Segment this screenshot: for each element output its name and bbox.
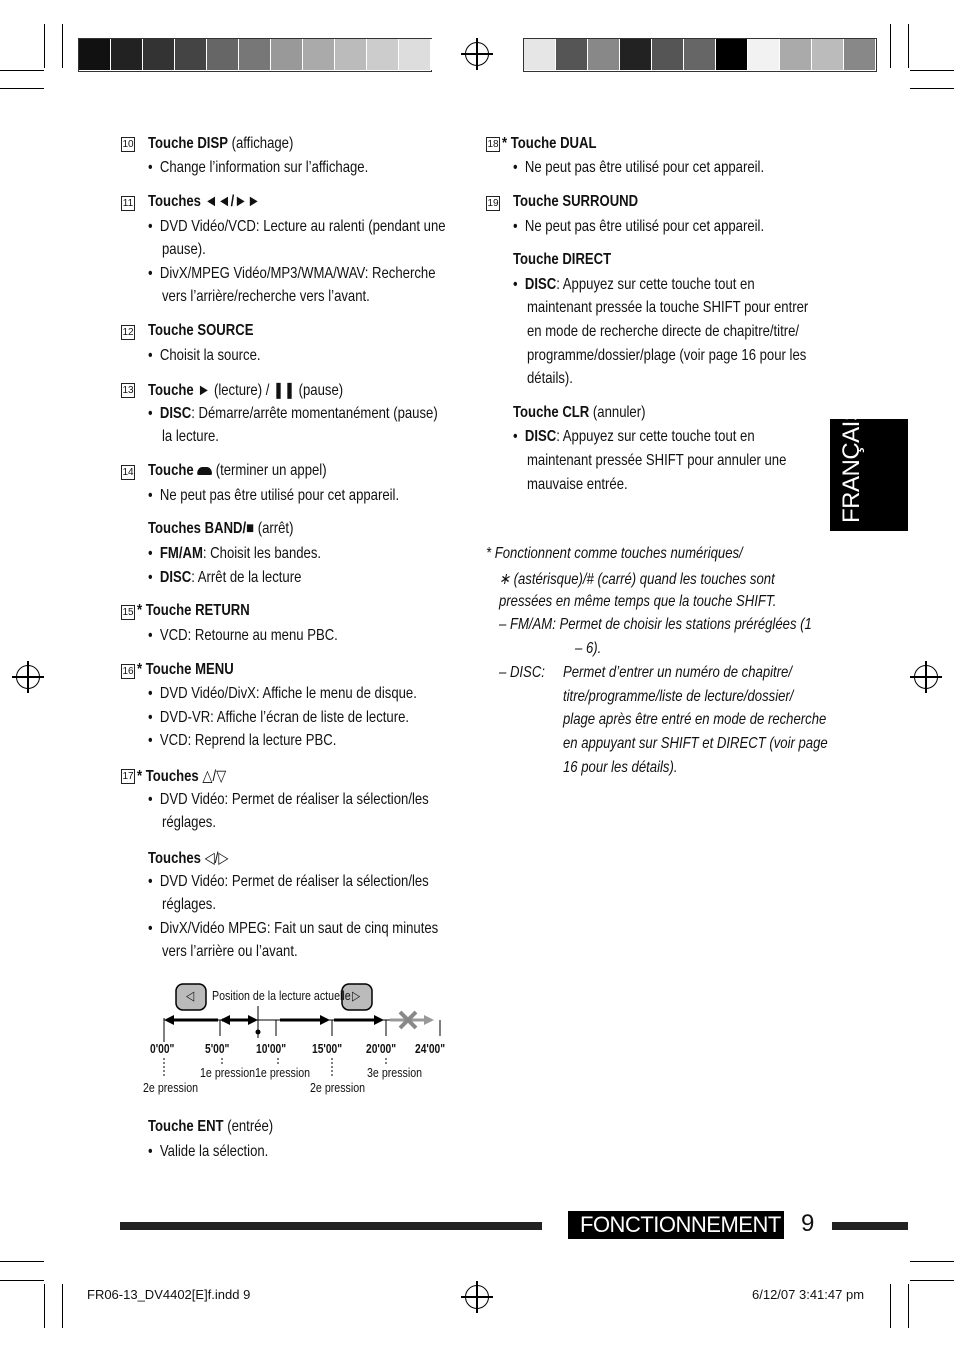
tick-label: 10'00" [256, 1042, 287, 1056]
footnote: – DISC: [499, 664, 545, 681]
footnote: 16 pour les détails). [563, 759, 678, 776]
bullet-text: réglages. [162, 814, 216, 831]
bullet-text: en mode de recherche directe de chapitre/titre/ [527, 323, 800, 340]
bullet-text: maintenant pressée la touche SHIFT pour entrer [527, 299, 809, 316]
crop-mark [910, 88, 954, 89]
bullet-text: • Choisit la source. [148, 347, 261, 364]
footnote: plage après être entré en mode de recherche [563, 711, 827, 728]
press-label: 1e pression [255, 1065, 311, 1080]
crop-mark [910, 1261, 954, 1262]
color-swatch [684, 39, 716, 70]
color-swatch [524, 39, 556, 70]
item-title: Touche ► (lecture) / ❚❚ (pause) [148, 382, 344, 399]
color-swatch [620, 39, 652, 70]
item-title: Touche DIRECT [513, 251, 612, 268]
bullet-text: • DVD Vidéo/VCD: Lecture au ralenti (pendant une [148, 218, 446, 235]
bullet-text: • Ne peut pas être utilisé pour cet appareil. [513, 218, 765, 235]
bullet-text: vers l’arrière/recherche vers l’avant. [162, 288, 370, 305]
bullet-text: vers l’arrière ou l’avant. [162, 943, 298, 960]
bullet-text: • DivX/Vidéo MPEG: Fait un saut de cinq minutes [148, 920, 439, 937]
crop-mark [44, 24, 45, 68]
item-number: 19 [487, 198, 499, 209]
color-swatch [367, 39, 399, 70]
item-number: 17 [122, 771, 134, 782]
footer-rule-left [120, 1222, 542, 1230]
press-label: 2e pression [143, 1080, 199, 1095]
item-title: Touche ENT (entrée) [148, 1118, 274, 1135]
color-swatch [812, 39, 844, 70]
bullet-text: détails). [527, 370, 573, 387]
registration-mark-icon [16, 665, 40, 689]
diagram-label: Position de la lecture actuelle [212, 988, 351, 1003]
phone-hangup-icon [197, 467, 212, 475]
color-swatch [431, 39, 463, 70]
press-label: 1e pression [200, 1065, 256, 1080]
skip-forward-label: ▷ [352, 988, 361, 1003]
footnote: ∗ (astérisque)/# (carré) quand les touches sont [499, 571, 775, 588]
item-title: Touche (terminer un appel) [148, 462, 327, 479]
crop-mark [0, 70, 44, 71]
registration-mark-icon [914, 665, 938, 689]
crop-mark [0, 1261, 44, 1262]
item-title: Touche SURROUND [513, 193, 639, 210]
bullet-text: • DVD Vidéo/DivX: Affiche le menu de disque. [148, 685, 417, 702]
bullet-text: • VCD: Reprend la lecture PBC. [148, 732, 337, 749]
tick-label: 0'00" [150, 1042, 175, 1056]
crop-mark [910, 1280, 954, 1281]
tick-label: 15'00" [312, 1042, 343, 1056]
footnote: titre/programme/liste de lecture/dossier/ [563, 688, 794, 705]
item-title: Touches ◁/▷ [148, 850, 229, 867]
bullet-text: • DVD Vidéo: Permet de réaliser la sélection/les [148, 791, 429, 808]
item-number: 13 [122, 385, 134, 396]
bullet-text: • FM/AM: Choisit les bandes. [148, 545, 322, 562]
tick-label: 5'00" [205, 1042, 230, 1056]
press-label: 3e pression [367, 1065, 423, 1080]
footnote: pressées en même temps que la touche SHIFT. [499, 593, 777, 610]
language-label: FRANÇAIS [838, 405, 865, 523]
footnote: Permet d’entrer un numéro de chapitre/ [563, 664, 792, 681]
crop-mark [890, 1284, 891, 1328]
color-swatch [175, 39, 207, 70]
bullet-text: maintenant pressée SHIFT pour annuler une [527, 452, 787, 469]
bullet-text: • Valide la sélection. [148, 1143, 269, 1160]
color-swatch [780, 39, 812, 70]
item-number: 10 [122, 139, 134, 150]
bullet-text: • DVD-VR: Affiche l’écran de liste de lecture. [148, 709, 410, 726]
bullet-text: • DISC: Appuyez sur cette touche tout en [513, 428, 755, 445]
bullet-text: • DivX/MPEG Vidéo/MP3/WMA/WAV: Recherche [148, 265, 436, 282]
color-swatch [303, 39, 335, 70]
tick-label: 20'00" [366, 1042, 397, 1056]
section-title [568, 1211, 784, 1239]
item-title: * Touche RETURN [137, 602, 250, 619]
color-swatch [143, 39, 175, 70]
bullet-text: • DVD Vidéo: Permet de réaliser la sélection/les [148, 873, 429, 890]
crop-mark [0, 88, 44, 89]
crop-mark [910, 70, 954, 71]
item-number: 16 [122, 666, 134, 677]
footnote: – 6). [575, 640, 602, 657]
color-bar-left [78, 38, 432, 72]
footnote: en appuyant sur SHIFT et DIRECT (voir page [563, 735, 828, 752]
skip-back-label: ◁ [186, 988, 195, 1003]
color-swatch [588, 39, 620, 70]
bullet-text: • VCD: Retourne au menu PBC. [148, 627, 338, 644]
item-title: Touche CLR (annuler) [513, 404, 646, 421]
crop-mark [44, 1284, 45, 1328]
item-title: * Touche MENU [137, 661, 234, 678]
bullet-text: • DISC: Arrêt de la lecture [148, 569, 302, 586]
item-number: 18 [487, 139, 499, 150]
color-swatch [844, 39, 876, 70]
bullet-text: • Change l’information sur l’affichage. [148, 159, 369, 176]
crop-mark [908, 24, 909, 68]
color-swatch [399, 39, 431, 70]
color-swatch [111, 39, 143, 70]
footer-rule-right [832, 1222, 908, 1230]
color-swatch [748, 39, 780, 70]
item-number: 12 [122, 327, 134, 338]
color-swatch [335, 39, 367, 70]
color-swatch [207, 39, 239, 70]
color-swatch [556, 39, 588, 70]
crop-mark [62, 24, 63, 68]
registration-mark-icon [465, 42, 489, 66]
print-date: 6/12/07 3:41:47 pm [752, 1287, 865, 1302]
bullet-text: • DISC: Appuyez sur cette touche tout en [513, 276, 755, 293]
item-number: 11 [122, 198, 134, 209]
tick-label: 24'00" [415, 1042, 446, 1056]
bullet-text: programme/dossier/plage (voir page 16 pour les [527, 347, 807, 364]
item-title: Touche SOURCE [148, 322, 254, 339]
item-title: * Touches △/▽ [137, 768, 227, 785]
item-title: Touche DISP (affichage) [148, 135, 294, 152]
bullet-text: la lecture. [162, 428, 219, 445]
footnote: – FM/AM: Permet de choisir les stations préréglées (1 [499, 616, 812, 633]
color-swatch [652, 39, 684, 70]
bullet-text: pause). [162, 241, 206, 258]
color-swatch [716, 39, 748, 70]
bullet-text: • Ne peut pas être utilisé pour cet appareil. [513, 159, 765, 176]
language-tab [830, 405, 908, 531]
footnote: * Fonctionnent comme touches numériques/ [486, 545, 743, 562]
bullet-text: réglages. [162, 896, 216, 913]
item-title: Touches BAND/■ (arrêt) [148, 520, 294, 537]
press-label: 2e pression [310, 1080, 366, 1095]
crop-mark [908, 1284, 909, 1328]
registration-mark-icon [465, 1285, 489, 1309]
item-number: 15 [122, 607, 134, 618]
item-title: * Touche DUAL [502, 135, 597, 152]
color-bar-right [523, 38, 877, 72]
item-number: 14 [122, 467, 134, 478]
page-number: 9 [801, 1210, 815, 1237]
crop-mark [62, 1284, 63, 1328]
item-title: Touches ◄◄/►► [148, 193, 261, 210]
bullet-text: mauvaise entrée. [527, 476, 628, 493]
crop-mark [890, 24, 891, 68]
section-label: FONCTIONNEMENT [580, 1212, 781, 1237]
color-swatch [79, 39, 111, 70]
bullet-text: • Ne peut pas être utilisé pour cet appareil. [148, 487, 400, 504]
color-swatch [271, 39, 303, 70]
color-swatch [239, 39, 271, 70]
bullet-text: • DISC: Démarre/arrête momentanément (pause) [148, 405, 438, 422]
file-info: FR06-13_DV4402[E]f.indd 9 [87, 1287, 251, 1302]
crop-mark [0, 1280, 44, 1281]
